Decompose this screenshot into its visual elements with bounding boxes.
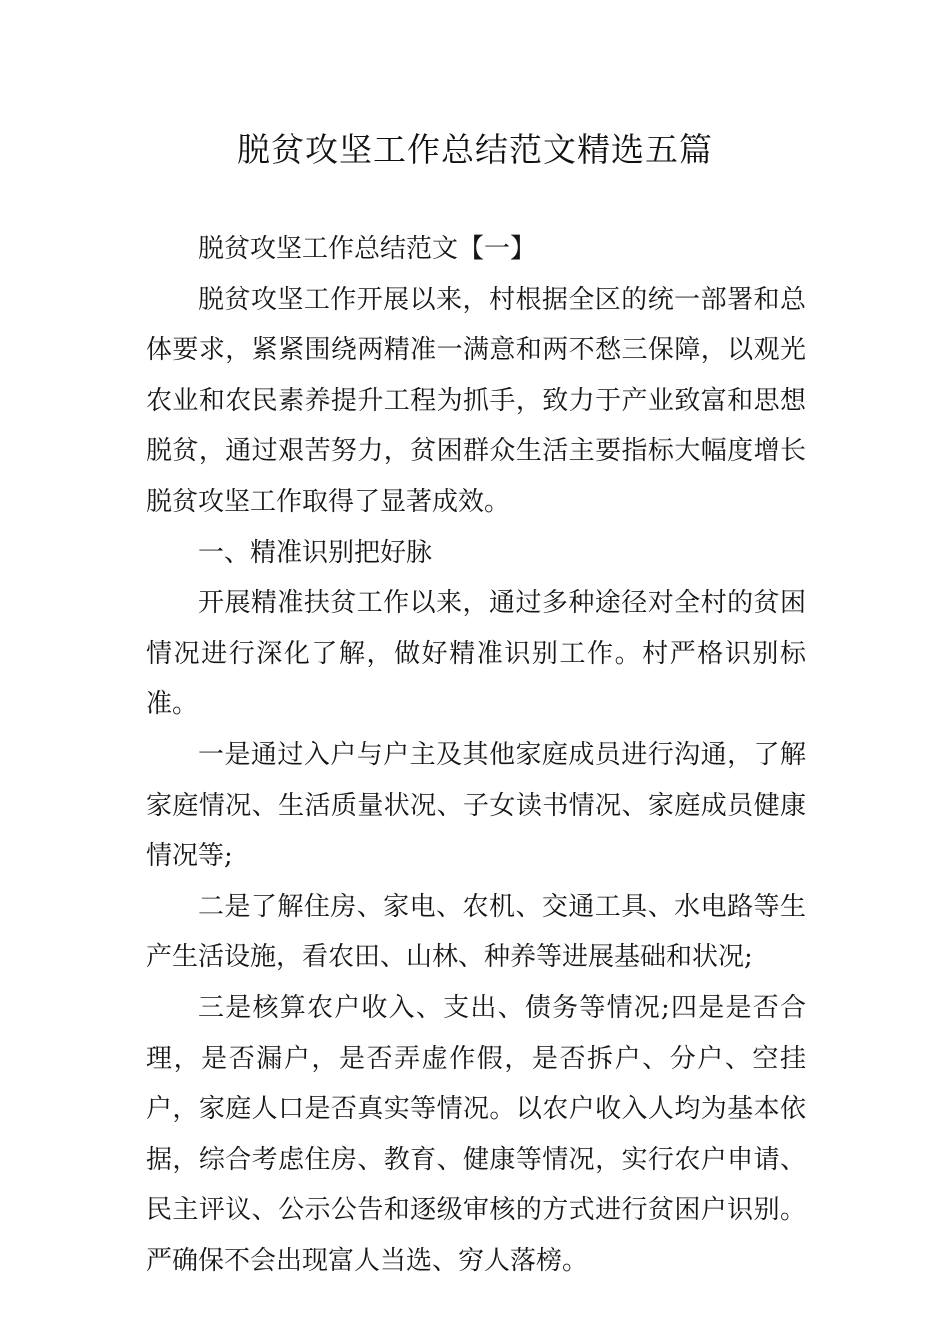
paragraph-point-one: 一是通过入户与户主及其他家庭成员进行沟通，了解家庭情况、生活质量状况、子女读书情况、家庭成员健康情况等; <box>146 739 806 872</box>
paragraph-point-three: 三是核算农户收入、支出、债务等情况;四是是否合理，是否漏户，是否弄虚作假，是否拆户、分户、空挂户，家庭人口是否真实等情况。以农户收入人均为基本依据，综合考虑住房、教育、健康等情况，实行农户申请、民主评议、公示公告和逐级审核的方式进行贫困户识别。严确保不会出现富人当选、穷人落榜。 <box>146 992 806 1276</box>
paragraph-identification-overview: 开展精准扶贫工作以来，通过多种途径对全村的贫困情况进行深化了解，做好精准识别工作。村严格识别标准。 <box>146 588 806 720</box>
document-body <box>146 224 806 1286</box>
intro-paragraph: 脱贫攻坚工作开展以来，村根据全区的统一部署和总体要求，紧紧围绕两精准一满意和两不愁三保障，以观光农业和农民素养提升工程为抓手，致力于产业致富和思想脱贫，通过艰苦努力，贫困群众生活主要指标大幅度增长脱贫攻坚工作取得了显著成效。 <box>146 284 806 517</box>
paragraph-point-two: 二是了解住房、家电、农机、交通工具、水电路等生产生活设施，看农田、山林、种养等进展基础和状况; <box>146 891 806 973</box>
section-heading-1: 脱贫攻坚工作总结范文【一】 <box>198 234 537 264</box>
subheading-precise-identification: 一、精准识别把好脉 <box>198 537 433 568</box>
document-title: 脱贫攻坚工作总结范文精选五篇 <box>237 130 713 169</box>
